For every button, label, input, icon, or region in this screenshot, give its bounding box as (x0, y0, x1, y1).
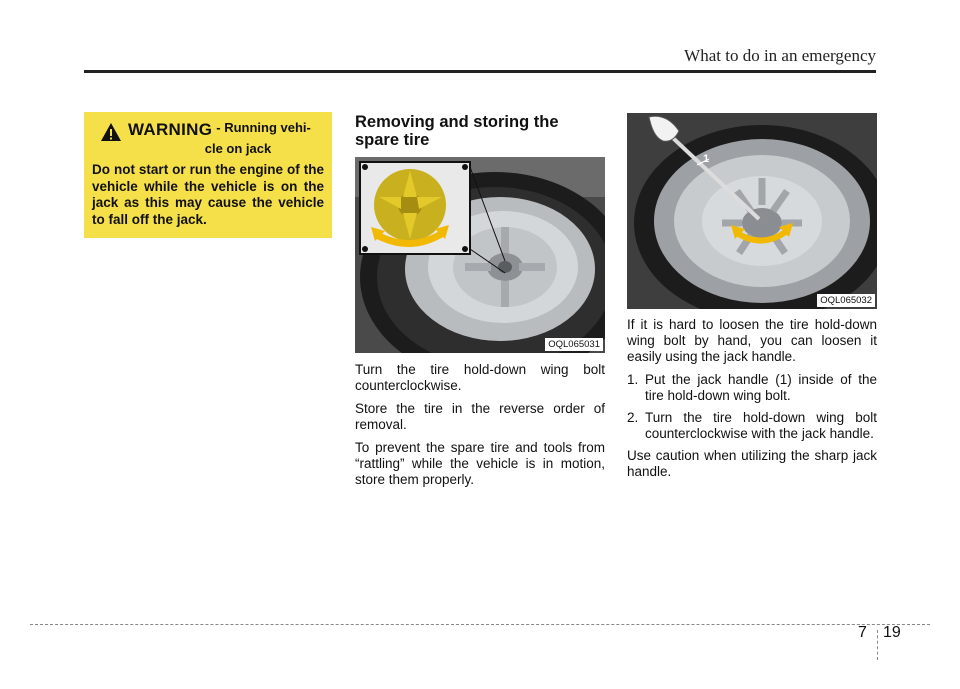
paragraph: Turn the tire hold-down wing bolt counterclockwise. (355, 362, 605, 393)
warning-body: Do not start or run the engine of the vehicle while the vehicle is on the jack as this may cause the vehicle to fall off the jack. (92, 162, 324, 227)
figure-code: OQL065031 (545, 338, 603, 351)
list-number: 2. (627, 410, 639, 425)
paragraph: Store the tire in the reverse order of removal. (355, 401, 605, 432)
warning-heading (100, 120, 326, 142)
paragraph: To prevent the spare tire and tools from “rattling” while the vehicle is in motion, store them properly. (355, 440, 605, 487)
callout-number: 1 (703, 153, 710, 165)
list-item (627, 410, 877, 442)
list-text: Turn the tire hold-down wing bolt counterclockwise with the jack handle. (645, 410, 877, 441)
figure-code: OQL065032 (817, 294, 875, 307)
page-number: 19 (883, 624, 901, 641)
figure-spare-tire (355, 157, 605, 353)
warning-subtitle-2: cle on jack (204, 141, 272, 156)
jack-handle-illustration (627, 113, 877, 309)
page-divider (877, 630, 878, 660)
section-title: Removing and storing the spare tire (355, 113, 559, 149)
header-title: What to do in an emergency (684, 46, 876, 65)
paragraph-intro: If it is hard to loosen the tire hold-down wing bolt by hand, you can loosen it easily using the jack handle. (627, 317, 877, 364)
column-3-text (627, 317, 877, 487)
footer-rule (30, 624, 930, 625)
chapter-number: 7 (858, 624, 867, 641)
column-2-text (355, 362, 605, 495)
spare-tire-illustration (355, 157, 605, 353)
warning-box (84, 112, 332, 238)
warning-label: WARNING (128, 120, 213, 139)
header-rule (84, 70, 876, 73)
warning-subtitle-1: - Running vehi- (216, 120, 311, 135)
list-item (627, 372, 877, 404)
list-text: Put the jack handle (1) inside of the tire hold-down wing bolt. (645, 372, 877, 403)
figure-jack-handle (627, 113, 877, 309)
paragraph-outro: Use caution when utilizing the sharp jack handle. (627, 448, 877, 479)
warning-triangle-icon (100, 122, 122, 142)
list-number: 1. (627, 372, 639, 387)
